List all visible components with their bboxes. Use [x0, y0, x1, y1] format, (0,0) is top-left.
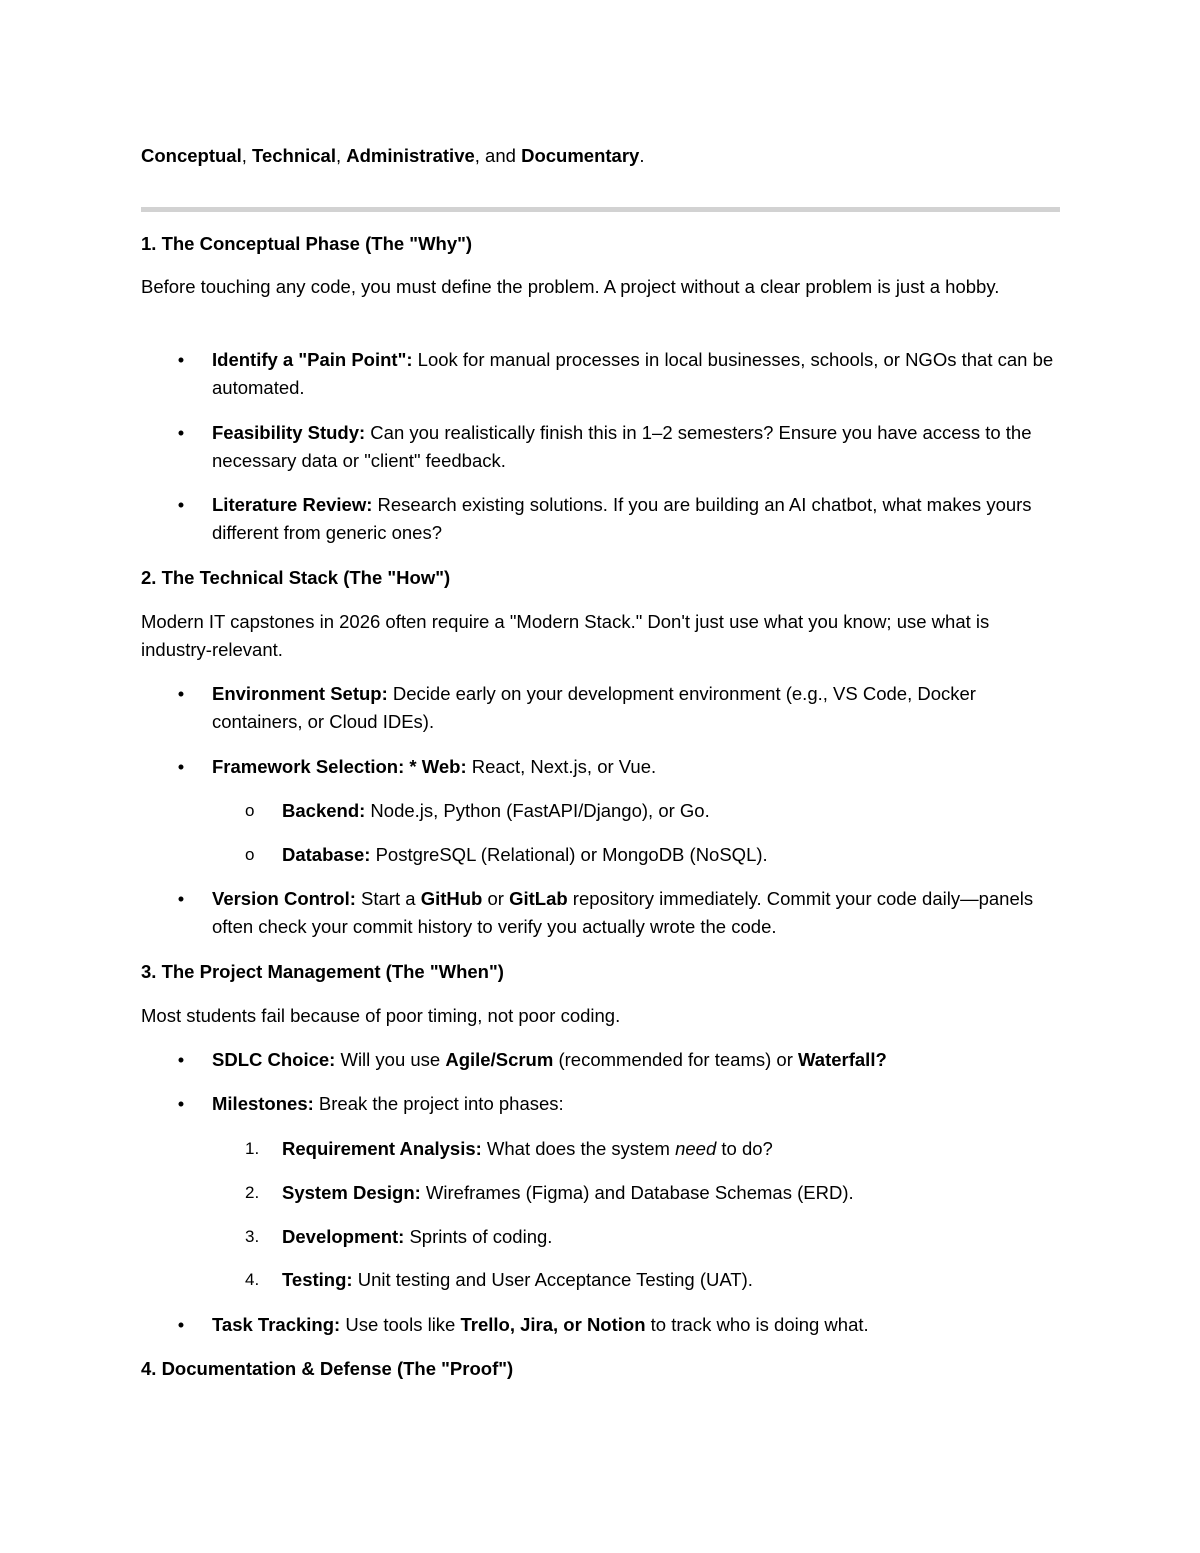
- section-paragraph: Most students fail because of poor timing, not poor coding.: [141, 1005, 621, 1026]
- list-item-text: Feasibility Study: Can you realistically finish this in 1–2 semesters? Ensure you have access to the necessary data or "client" feedback.: [212, 422, 1032, 471]
- list-item-text: Development: Sprints of coding.: [282, 1226, 553, 1247]
- intro-line: Conceptual, Technical, Administrative, and Documentary.: [141, 145, 645, 166]
- list-item-text: Framework Selection: * Web: React, Next.js, or Vue.: [212, 756, 657, 777]
- list-item-text: Task Tracking: Use tools like Trello, Jira, or Notion to track who is doing what.: [212, 1314, 869, 1335]
- circle-bullet-icon: o: [245, 801, 255, 820]
- bullet-icon: •: [177, 1093, 185, 1114]
- item-number: 1.: [245, 1139, 260, 1158]
- list-item-text: Version Control: Start a GitHub or GitLab repository immediately. Commit your code daily—panels often check your commit history to verify you actually wrote the code.: [212, 888, 1034, 937]
- horizontal-rule: [141, 207, 1060, 212]
- list-item-text: SDLC Choice: Will you use Agile/Scrum (recommended for teams) or Waterfall?: [212, 1049, 887, 1070]
- list-item-text: Environment Setup: Decide early on your development environment (e.g., VS Code, Docker containers, or Cloud IDEs).: [212, 683, 976, 732]
- bullet-icon: •: [177, 756, 185, 777]
- bullet-icon: •: [177, 683, 185, 704]
- bullet-icon: •: [177, 349, 185, 370]
- circle-bullet-icon: o: [245, 845, 255, 864]
- section-heading-documentation: 4. Documentation & Defense (The "Proof"): [141, 1358, 514, 1379]
- section-heading-project-management: 3. The Project Management (The "When"): [141, 961, 504, 982]
- item-number: 2.: [245, 1183, 260, 1202]
- bullet-icon: •: [177, 1314, 185, 1335]
- section-heading-technical: 2. The Technical Stack (The "How"): [141, 567, 451, 588]
- list-item-text: Literature Review: Research existing solutions. If you are building an AI chatbot, what makes yours different from generic ones?: [212, 494, 1032, 543]
- list-item-text: Milestones: Break the project into phases:: [212, 1093, 564, 1114]
- list-item-text: Testing: Unit testing and User Acceptance Testing (UAT).: [282, 1269, 753, 1290]
- section-paragraph: Before touching any code, you must define the problem. A project without a clear problem is just a hobby.: [141, 276, 1000, 297]
- section-paragraph: Modern IT capstones in 2026 often require a "Modern Stack." Don't just use what you know; use what is industry-relevant.: [141, 611, 990, 660]
- bullet-icon: •: [177, 494, 185, 515]
- item-number: 4.: [245, 1270, 260, 1289]
- list-item-text: Database: PostgreSQL (Relational) or MongoDB (NoSQL).: [282, 844, 768, 865]
- item-number: 3.: [245, 1227, 260, 1246]
- list-item-text: Backend: Node.js, Python (FastAPI/Django), or Go.: [282, 800, 710, 821]
- list-item-text: Requirement Analysis: What does the system need to do?: [282, 1138, 773, 1159]
- list-item-text: System Design: Wireframes (Figma) and Database Schemas (ERD).: [282, 1182, 854, 1203]
- list-item-text: Identify a "Pain Point": Look for manual processes in local businesses, schools, or NGOs that can be automated.: [212, 349, 1054, 398]
- bullet-icon: •: [177, 1049, 185, 1070]
- bullet-icon: •: [177, 888, 185, 909]
- section-heading-conceptual: 1. The Conceptual Phase (The "Why"): [141, 233, 473, 254]
- bullet-icon: •: [177, 422, 185, 443]
